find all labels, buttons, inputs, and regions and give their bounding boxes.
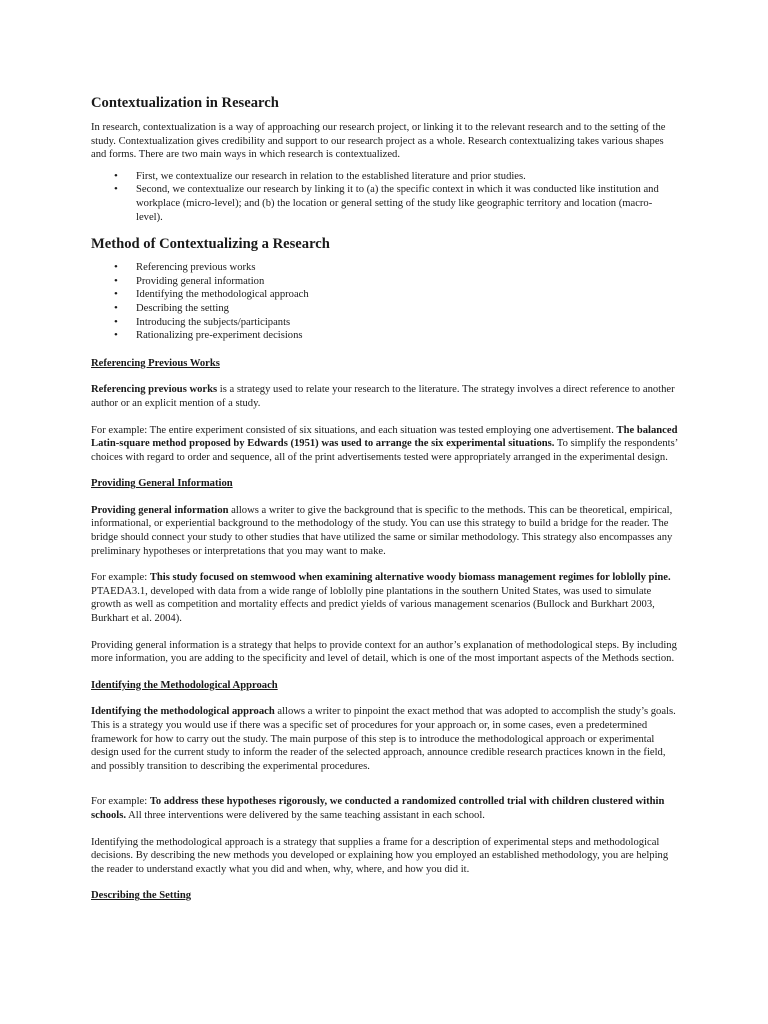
document-title: Contextualization in Research [91,95,279,111]
general-summary: Providing general information is a strategy that helps to provide context for an author’s explanation of methodological steps. By including more information, you are adding to the specificity and level of detail, which is one of the most important aspects of the Methods section. [91,639,677,665]
definition-text: allows a writer to give the background that is specific to the methods. This can be theoretical, empirical, informational, or experiential background to the methodology of the study. You can use this strategy to build a bridge for the reader. The bridge should connect your study to other studies that have utilized the same or similar methodology. This strategy also encompasses any preliminary hypotheses or interpretations that you may want to make. [91,504,673,557]
section-heading-methodological: Identifying the Methodological Approach [91,679,278,691]
list-item: • Second, we contextualize our research by linking it to (a) the specific context in which it was conducted like institution and workplace (micro-level); and (b) the location or general setting of the study like geographic territory and location (macro-level). [136,183,678,224]
general-definition [91,504,678,558]
section-heading-setting: Describing the Setting [91,890,192,902]
example-bold: To address these hypotheses rigorously, we conducted a randomized controlled trial with children clustered within schools. [91,796,665,821]
section-heading-referencing: Referencing Previous Works [91,357,220,369]
methodological-summary: Identifying the methodological approach is a strategy that supplies a frame for a description of experimental steps and methodological decisions. By describing the new methods you developed or explaining how you employed an established methodology, you are helping the reader to understand exactly what you did and when, why, where, and how you did it. [91,836,669,875]
example-text: For example: The entire experiment consisted of six situations, and each situation was tested employing one advertisement. [91,424,617,436]
example-text: PTAEDA3.1, developed with data from a wide range of loblolly pine plantations in the southern United States, was used to simulate growth as well as competition and mortality effects and predict yields of various management scenarios (Bullock and Burkhart 2003, Burkhart et al. 2004). [91,585,655,625]
section-heading-general: Providing General Information [91,478,233,490]
list-item: • Identifying the methodological approach [136,288,678,302]
methodological-definition [91,705,678,773]
example-bold: This study focused on stemwood when examining alternative woody biomass management regimes for loblolly pine. [149,572,671,584]
example-bold: The balanced Latin-square method proposed by Edwards (1951) was used to arrange the six experimental situations. [91,424,678,450]
ways-list [91,170,678,224]
term-bold: Referencing previous works [91,384,218,396]
methods-list [91,261,678,343]
term-bold: Providing general information [91,504,229,516]
list-item: • Rationalizing pre-experiment decisions [136,329,678,343]
term-bold: Identifying the methodological approach [91,706,275,718]
example-text: To simplify the respondents’ choices with regard to order and sequence, all of the print advertisements tested were appropriately arranged in the experimental design. [91,438,678,463]
intro-paragraph: In research, contextualization is a way of approaching our research project, or linking it to the relevant research and to the setting of the study. Contextualization gives credibility and support to our research project as a whole. Research contextualizing takes various shapes and forms. There are two main ways in which research is contextualized. [91,122,666,161]
methods-heading: Method of Contextualizing a Research [91,236,330,253]
list-item: • Describing the setting [136,302,678,316]
definition-text: is a strategy used to relate your research to the literature. The strategy involves a direct reference to another author or an explicit mention of a study. [91,384,675,409]
general-example [91,571,678,625]
list-item: • Providing general information [136,275,678,289]
referencing-example [91,424,678,465]
list-item: • First, we contextualize our research in relation to the established literature and prior studies. [136,170,678,184]
methodological-example [91,795,678,822]
example-text: For example: [91,572,150,584]
list-item: • Referencing previous works [136,261,678,275]
definition-text: allows a writer to pinpoint the exact method that was adopted to accomplish the study’s goals. This is a strategy you would use if there was a specific set of procedures for your approach or, in some cases, even a predetermined framework for how to carry out the study. The main purpose of this step is to introduce the methodological approach or experimental design used for the current study to inform the reader of the selected approach, announce credible research practices known in the field, and possibly transition to describing the experimental procedures. [91,706,676,772]
example-text: All three interventions were delivered by the same teaching assistant in each school. [126,809,485,821]
list-item: • Introducing the subjects/participants [136,316,678,330]
referencing-definition [91,383,678,410]
example-text: For example: [91,796,150,808]
